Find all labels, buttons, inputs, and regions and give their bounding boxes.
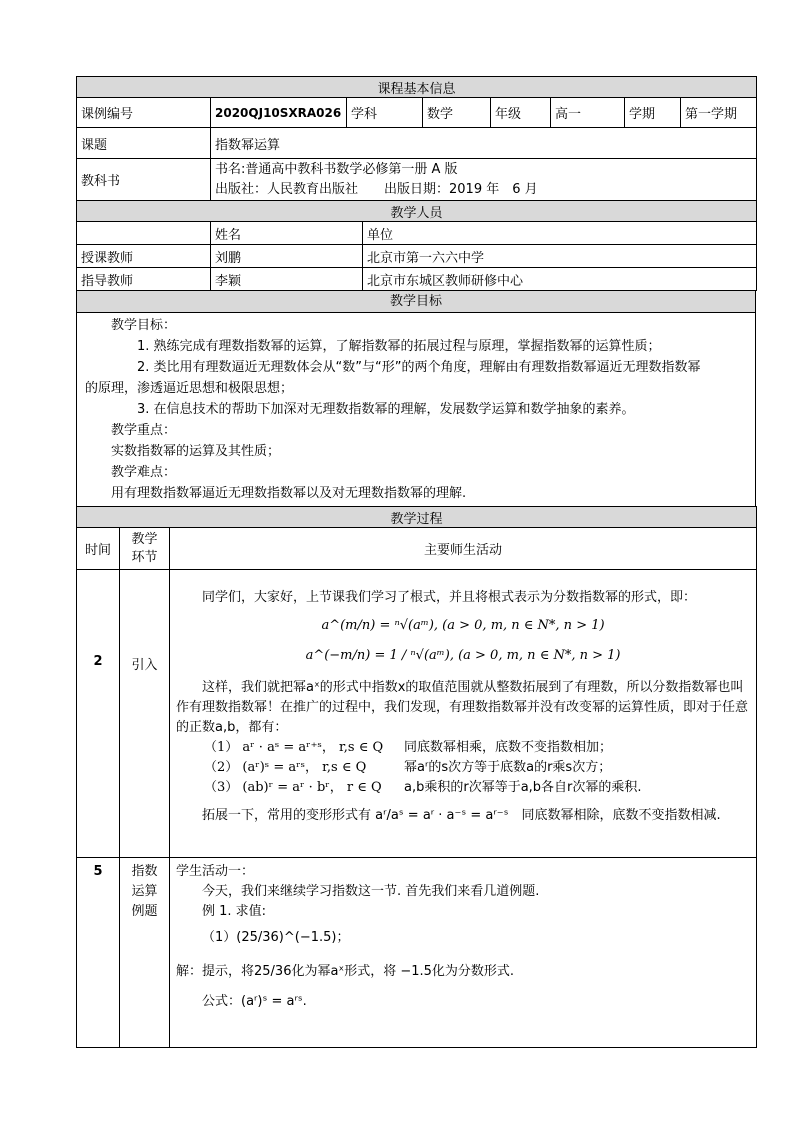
formula-2: a^(−m/n) = 1 / ⁿ√(aᵐ), (a > 0, m, n ∈ N*, n > 1) xyxy=(305,648,621,663)
code-value: 2020QJ10SXRA026 xyxy=(211,98,347,128)
row1-stage: 引入 xyxy=(120,570,170,858)
staff-unit: 北京市东城区教师研修中心 xyxy=(363,268,757,291)
basic-info-table xyxy=(76,76,757,201)
row1-intro: 同学们，大家好，上节课我们学习了根式，并且将根式表示为分数指数幂的形式，即： xyxy=(202,590,697,605)
goal-2: 2. 类比用有理数逼近无理数体会从“数”与“形”的两个角度，理解由有理数指数幂逼近无理数指数幂 xyxy=(137,360,701,375)
process-table xyxy=(76,506,757,1048)
staff-table xyxy=(76,200,757,291)
code-label: 课例编号 xyxy=(77,98,211,128)
col-activity: 主要师生活动 xyxy=(170,528,757,570)
extension-desc: 同底数幂相除，底数不变指数相减. xyxy=(521,808,721,823)
subject-label: 学科 xyxy=(347,98,423,128)
example-title: 例 1. 求值: xyxy=(202,904,267,919)
example-1: （1）(25/36)^(−1.5)； xyxy=(202,930,350,945)
rule-2-formula: （2） (aʳ)ˢ = aʳˢ， r,s ∈ Q xyxy=(204,760,367,775)
lesson-document xyxy=(76,76,756,1048)
grade-value: 高一 xyxy=(551,98,625,128)
topic-value: 指数幂运算 xyxy=(211,128,757,159)
difficulty-text: 用有理数指数幂逼近无理数指数幂以及对无理数指数幂的理解. xyxy=(111,486,467,501)
rule-2 xyxy=(176,758,750,778)
goal-title: 教学目标： xyxy=(111,318,177,333)
activity-intro: 今天，我们来继续学习指数这一节. 首先我们来看几道例题. xyxy=(202,884,540,899)
extension-formula: 拓展一下，常用的变形形式有 aʳ/aˢ = aʳ · a⁻ˢ = aʳ⁻ˢ xyxy=(202,808,509,823)
term-value: 第一学期 xyxy=(681,98,757,128)
section-goals: 教学目标 xyxy=(77,291,756,313)
formula-1: a^(m/n) = ⁿ√(aᵐ), (a > 0, m, n ∈ N*, n > 1) xyxy=(321,618,605,633)
rule-1 xyxy=(176,738,750,758)
rule-3 xyxy=(176,778,750,798)
staff-role: 指导教师 xyxy=(77,268,211,291)
rule-3-desc: a,b乘积的r次幂等于a,b各自r次幂的乘积. xyxy=(404,780,642,795)
col-stage: 教学环节 xyxy=(120,528,170,570)
row1-explain: 这样，我们就把幂aˣ的形式中指数x的取值范围就从整数拓展到了有理数，所以分数指数幂也叫作有理数指数幂！在推广的过程中，我们发现，有理数指数幂并没有改变幂的运算性质，即对于任意的正数a,b，都有： xyxy=(176,680,749,735)
term-label: 学期 xyxy=(625,98,681,128)
section-process: 教学过程 xyxy=(77,507,757,528)
activity-title: 学生活动一： xyxy=(176,864,255,879)
solution-formula: 公式：(aʳ)ˢ = aʳˢ. xyxy=(202,994,307,1009)
subject-value: 数学 xyxy=(423,98,491,128)
solution-hint: 解：提示，将25/36化为幂aˣ形式，将 −1.5化为分数形式. xyxy=(176,964,515,979)
textbook-title: 书名:普通高中教科书数学必修第一册 A 版 xyxy=(215,161,458,177)
rule-1-formula: （1） aʳ · aˢ = aʳ⁺ˢ， r,s ∈ Q xyxy=(204,740,384,755)
rule-3-formula: （3） (ab)ʳ = aʳ · bʳ， r ∈ Q xyxy=(204,780,382,795)
goal-1: 1. 熟练完成有理数指数幂的运算，了解指数幂的拓展过程与原理，掌握指数幂的运算性质； xyxy=(137,339,661,354)
col-time: 时间 xyxy=(77,528,120,570)
table-row xyxy=(77,268,757,291)
row2-time: 5 xyxy=(77,858,120,1048)
staff-name: 李颖 xyxy=(211,268,363,291)
topic-label: 课题 xyxy=(77,128,211,159)
grade-label: 年级 xyxy=(491,98,551,128)
staff-name: 刘鹏 xyxy=(211,245,363,268)
goal-2-cont: 的原理，渗透逼近思想和极限思想； xyxy=(85,381,294,396)
table-row xyxy=(77,570,757,858)
textbook-label: 教科书 xyxy=(77,159,211,201)
staff-header-blank xyxy=(77,222,211,245)
staff-name-header: 姓名 xyxy=(211,222,363,245)
rule-1-desc: 同底数幂相乘，底数不变指数相加； xyxy=(404,740,613,755)
section-basic-info: 课程基本信息 xyxy=(77,77,757,98)
section-staff: 教学人员 xyxy=(77,201,757,222)
key-title: 教学重点： xyxy=(111,423,177,438)
key-text: 实数指数幂的运算及其性质； xyxy=(111,444,281,459)
row1-time: 2 xyxy=(77,570,120,858)
goals-table xyxy=(76,290,756,507)
staff-unit-header: 单位 xyxy=(363,222,757,245)
difficulty-title: 教学难点： xyxy=(111,465,177,480)
table-row xyxy=(77,245,757,268)
textbook-publisher: 出版社：人民教育出版社 出版日期：2019 年 6 月 xyxy=(215,181,538,197)
goal-3: 3. 在信息技术的帮助下加深对无理数指数幂的理解，发展数学运算和数学抽象的素养。 xyxy=(137,402,635,417)
staff-unit: 北京市第一六六中学 xyxy=(363,245,757,268)
rule-2-desc: 幂aʳ的s次方等于底数a的r乘s次方； xyxy=(404,760,612,775)
row2-stage: 指数运算例题 xyxy=(120,858,170,1048)
staff-role: 授课教师 xyxy=(77,245,211,268)
table-row xyxy=(77,858,757,1048)
